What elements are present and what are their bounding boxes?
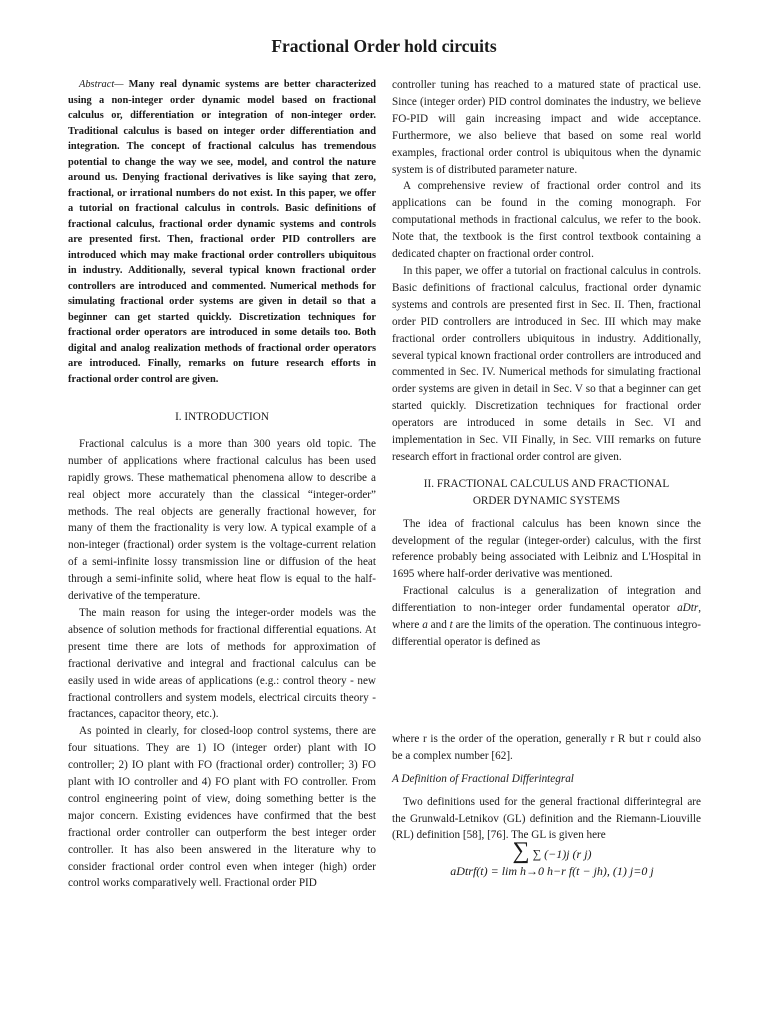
right-column xyxy=(392,77,701,880)
sum-icon: ∑ xyxy=(512,838,530,865)
intro-paragraph-4: controller tuning has reached to a matured state of practical use. Since (integer order) PID control dominates the industry, we believe FO-PID will gain increasing impact and wide acceptance. Furthermore, we also believe that based on some real world examples, fractional order control is ubiquitous when the dynamic system is of distributed parameter nature. xyxy=(392,79,701,176)
section2-paragraph-3: where r is the order of the operation, generally r R but r could also be a complex number [62]. xyxy=(392,732,701,762)
abstract-text: Many real dynamic systems are better characterized using a non-integer order dynamic model based on fractional calculus or, differentiation or integration of non-integer order. Traditional calculus is based on integer order differentiation and integration. The concept of fractional calculus has tremendous potential to change the way we see, model, and control the nature around us. Denying fractional derivatives is like saying that zero, fractional, or irrational numbers do not exist. In this paper, we offer a tutorial on fractional calculus in controls. Basic definitions of fractional calculus, fractional order dynamic systems and controls are presented first. Then, fractional order PID controllers are introduced which may make fractional order controllers ubiquitous in industry. Additionally, several typical known fractional order controllers are introduced and commented. Numerical methods for simulating fractional order systems are given in detail so that a beginner can get started quickly. Discretization techniques for fractional order operators are introduced in some details too. Both digital and analog realization methods of fractional order operators are introduced. Finally, remarks on future research efforts in fractional order control are given. xyxy=(68,79,376,385)
abstract xyxy=(68,77,376,387)
section2-paragraph-4: Two definitions used for the general fractional differintegral are the Grunwald-Letnikov (GL) definition and the Riemann-Liouville (RL) definition [58], [76]. The GL is given here xyxy=(392,795,701,842)
abstract-label: Abstract— xyxy=(79,79,124,90)
intro-paragraph-2: The main reason for using the integer-order models was the absence of solution methods for fractional differential equations. At present time there are lots of methods for approximation of fractional derivative and integral and fractional calculus can be easily used in wide areas of applications (e.g.: control theory - new fractional controllers and system models, electrical circuits theory - fractances, capacitor theory, etc.). xyxy=(68,606,376,721)
paper-title: Fractional Order hold circuits xyxy=(271,36,497,56)
p2-before: Fractional calculus is a generalization of integration and differentiation to non-integer order fundamental operator xyxy=(392,585,701,615)
equation-placeholder xyxy=(392,651,701,731)
subsection-heading-definition: A Definition of Fractional Differintegral xyxy=(392,772,574,785)
intro-paragraph-5: A comprehensive review of fractional order control and its applications can be found in the coming monograph. For computational methods in fractional calculus, we refer to the book. Note that, the textbook is the first control textbook containing a dedicated chapter on fractional order control. xyxy=(392,180,701,261)
intro-paragraph-1: Fractional calculus is a more than 300 years old topic. The number of applications where fractional calculus has been used rapidly grows. These mathematical phenomena allow to describe a real object more accurately than the classical “integer-order” methods. The real objects are generally fractional however, for many of them the fractionality is very low. A typical example of a non-integer (fractional) order system is the voltage-current relation of a semi-infinite lossy transmission line or diffusion of the heat through a semi-infinite solid, where heat flow is equal to the half-derivative of the temperature. xyxy=(68,437,376,603)
section2-paragraph-1: The idea of fractional calculus has been known since the development of the regular (integer-order) calculus, with the first reference probably being associated with Leibniz and L'Hospital in 1695 where half-order derivative was mentioned. xyxy=(392,517,701,581)
section2-paragraph-2 xyxy=(392,583,701,651)
left-column xyxy=(68,77,376,892)
limit-a: a xyxy=(422,619,428,632)
sum-expression xyxy=(392,838,701,865)
p2-after: are the limits of the operation. The continuous integro-differential operator is defined as xyxy=(392,619,701,648)
operator-symbol: aDtr xyxy=(677,602,699,615)
p2-and: and xyxy=(427,619,450,632)
gl-formula: aDtrf(t) = lim h→0 h−r f(t − jh), (1) j=0 j xyxy=(450,864,654,879)
section-heading-2-line-1: II. FRACTIONAL CALCULUS AND FRACTIONAL xyxy=(423,477,670,490)
section-heading-introduction: I. INTRODUCTION xyxy=(175,411,269,423)
intro-paragraph-3: As pointed in clearly, for closed-loop control systems, there are four situations. They are 1) IO (integer order) plant with IO controller; 2) IO plant with FO (fractional order) controller; 3) FO plant with IO controller and 4) FO plant with FO controller. From control engineering point of view, doing something better is the major concern. Existing evidences have confirmed that the best fractional order controller can outperform the best integer order controller. It has also been answered in the literature why to consider fractional order control even when integer (high) order control works comparatively well. Fractional order PID xyxy=(68,725,376,890)
sum-label: ∑ (−1)j (r j) xyxy=(532,847,592,862)
p2-mid: , where xyxy=(392,602,701,632)
section-heading-2-line-2: ORDER DYNAMIC SYSTEMS xyxy=(472,494,621,507)
limit-t: t xyxy=(449,619,453,632)
intro-paragraph-6: In this paper, we offer a tutorial on fractional calculus in controls. Basic definitions of fractional calculus, fractional order dynamic systems and controls are presented first in Sec. II. Then, fractional order PID controllers are introduced in Sec. III which may make fractional order controllers ubiquitous in industry. Additionally, several typical known fractional order controllers are introduced and commented in Sec. IV. Numerical methods for simulating fractional order systems are given in detail in Sec. V so that a beginner can get started quickly. Discretization techniques for fractional order operators are introduced in some details in Sec. VI and implementation in Sec. VII Finally, in Sec. VIII remarks on future research effort in fractional order control are given. xyxy=(392,264,701,463)
